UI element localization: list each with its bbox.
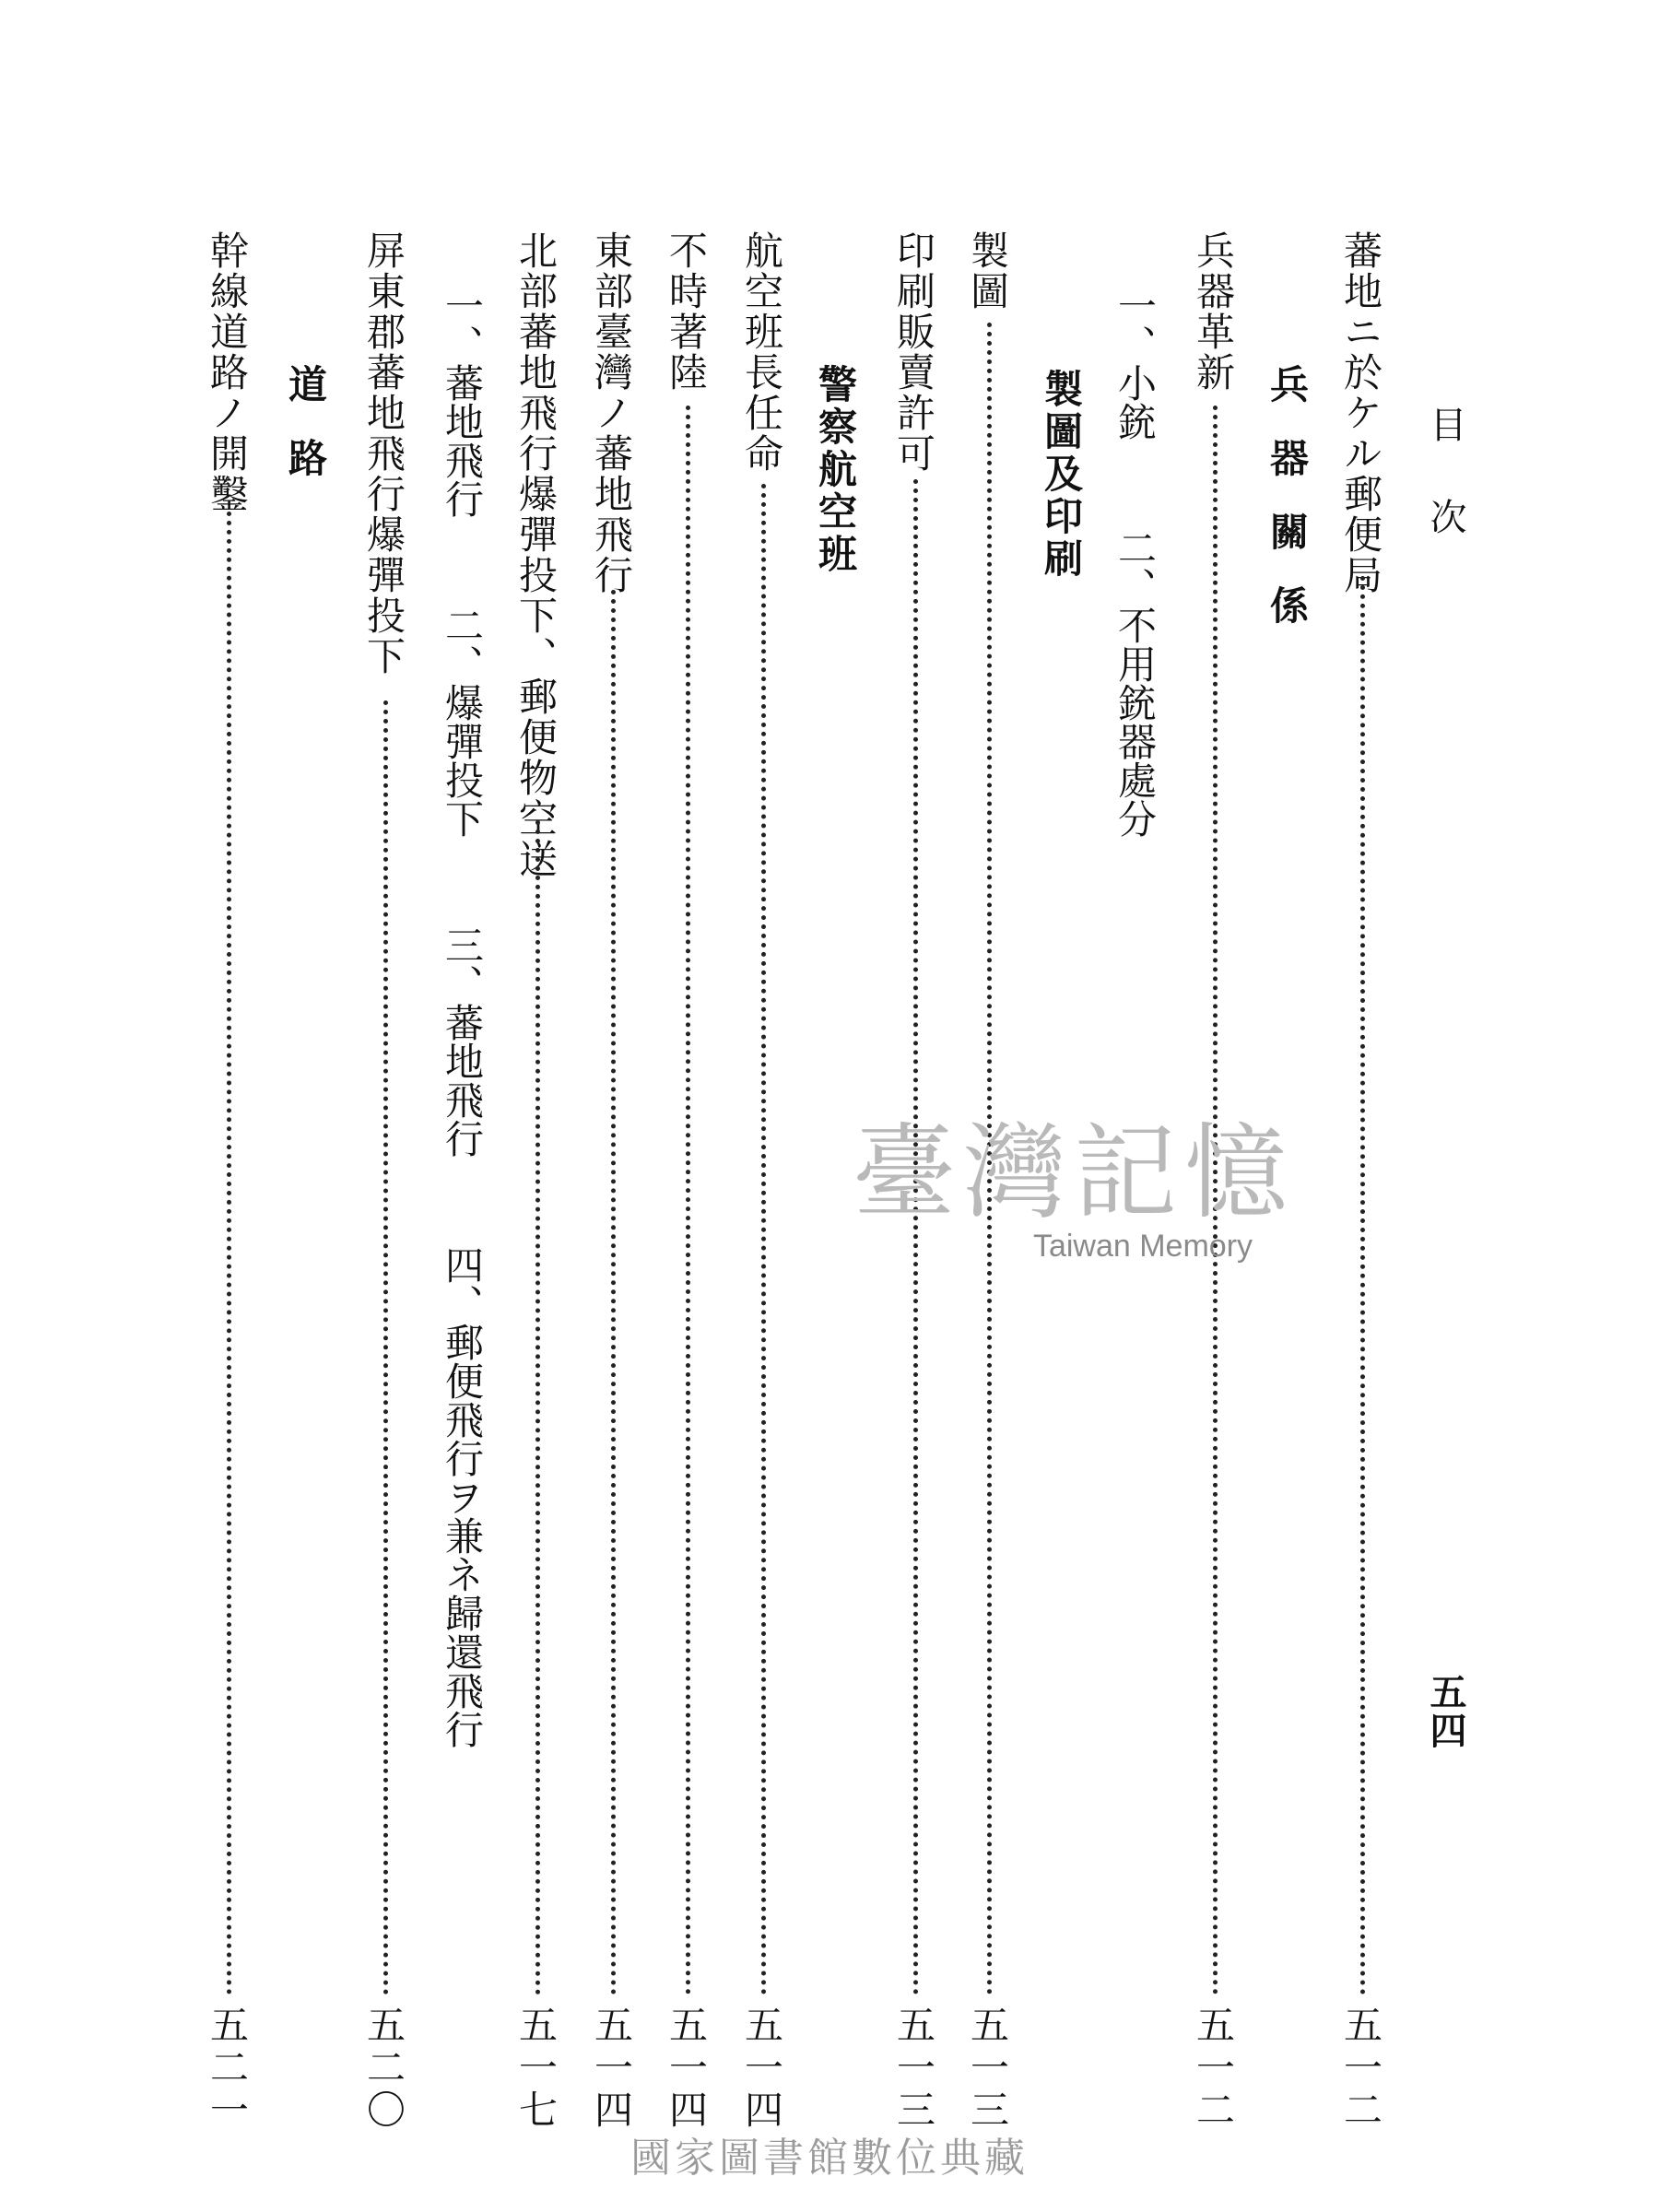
toc-sub-item: 一、小銃 xyxy=(1112,286,1158,441)
dot-leader xyxy=(1360,576,1365,1995)
toc-entry-page: 五一四 xyxy=(664,2005,709,2132)
toc-entry-title: 印刷販賣許可 xyxy=(891,230,936,474)
watermark-logo xyxy=(834,1113,1313,1265)
toc-entry-page: 五一二 xyxy=(1338,2005,1383,2132)
dot-leader xyxy=(686,406,690,1995)
toc-entry-page: 五一三 xyxy=(965,2005,1010,2132)
toc-entry-page: 五一四 xyxy=(589,2005,634,2132)
dot-leader xyxy=(611,590,616,1995)
toc-sub-items xyxy=(440,286,485,1791)
toc-entry-page: 五一四 xyxy=(739,2005,784,2132)
toc-entry-title: 東部臺灣ノ蕃地飛行 xyxy=(589,230,634,595)
dot-leader xyxy=(761,484,766,1995)
toc-entry-page: 五一二 xyxy=(1191,2005,1236,2132)
toc-entry-page: 五一三 xyxy=(891,2005,936,2132)
dot-leader xyxy=(383,700,388,1995)
dot-leader xyxy=(227,512,231,1995)
toc-sub-item: 一、蕃地飛行 xyxy=(440,286,485,518)
footer-credit: 國家圖書館數位典藏 xyxy=(630,2135,1029,2182)
toc-entry-title: 不時著陸 xyxy=(664,230,709,393)
toc-entry-page: 五二一 xyxy=(205,2005,250,2132)
page-title: 目次 xyxy=(1424,406,1466,590)
toc-entry-page: 五二〇 xyxy=(361,2005,406,2132)
watermark-main-text: 臺灣記憶 xyxy=(853,1113,1295,1233)
toc-entry-title: 製圖 xyxy=(965,230,1010,312)
toc-entry-title: 航空班長任命 xyxy=(739,230,784,474)
toc-entry-title: 北部蕃地飛行爆彈投下、郵便物空送 xyxy=(513,230,559,879)
dot-leader xyxy=(535,820,540,1995)
toc-sub-items xyxy=(1112,286,1158,880)
toc-entry-page: 五一七 xyxy=(513,2005,559,2132)
toc-entry-title: 兵器革新 xyxy=(1191,230,1236,393)
section-heading: 兵器關係 xyxy=(1265,364,1310,659)
section-heading: 道路 xyxy=(283,364,328,512)
toc-sub-item: 二、不用銃器處分 xyxy=(1112,528,1158,838)
toc-entry-title: 蕃地ニ於ケル郵便局 xyxy=(1338,230,1383,595)
page-number: 五四 xyxy=(1424,1673,1467,1750)
toc-sub-item: 四、郵便飛行ヲ兼ネ歸還飛行 xyxy=(440,1245,485,1748)
toc-entry-title: 幹線道路ノ開鑿 xyxy=(205,230,250,514)
watermark-sub-text: Taiwan Memory xyxy=(1032,1228,1253,1264)
toc-sub-item: 二、爆彈投下 xyxy=(440,606,485,838)
section-heading: 製圖及印刷 xyxy=(1039,369,1084,581)
section-heading: 警察航空班 xyxy=(813,364,858,576)
toc-sub-item: 三、蕃地飛行 xyxy=(440,925,485,1158)
toc-entry-title: 屏東郡蕃地飛行爆彈投下 xyxy=(361,230,406,677)
